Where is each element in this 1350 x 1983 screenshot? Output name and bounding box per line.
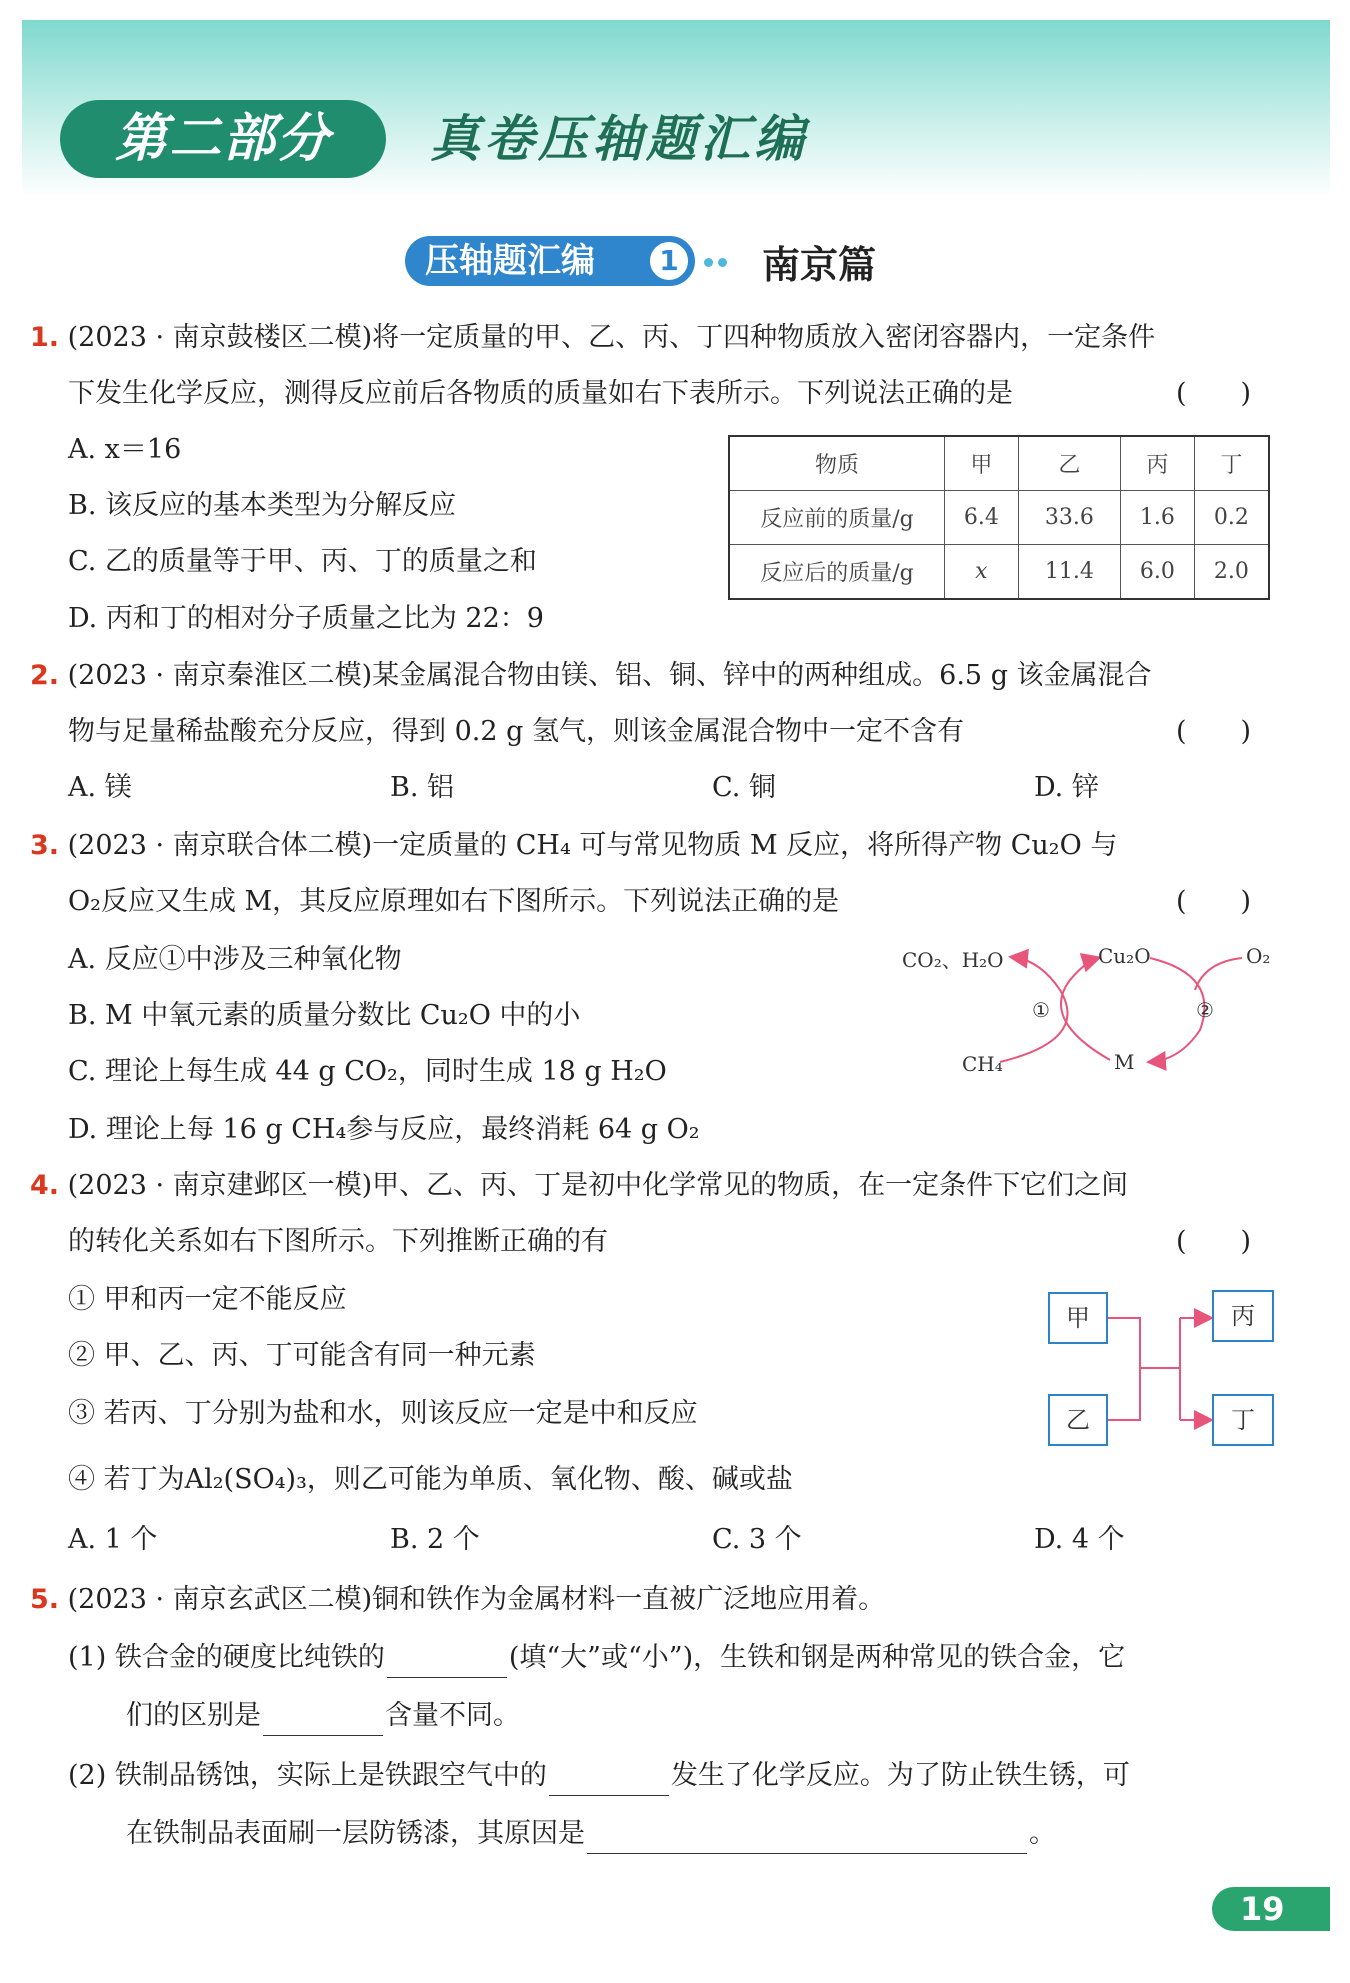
option-d: D. 锌	[1034, 772, 1099, 803]
box-jia: 甲	[1048, 1292, 1108, 1344]
question-number: 1.	[30, 322, 60, 353]
question-number: 3.	[30, 830, 60, 861]
table-header: 甲	[945, 436, 1019, 491]
table-header: 物质	[729, 436, 945, 491]
option-b: B. 该反应的基本类型为分解反应	[68, 490, 457, 521]
question-number: 2.	[30, 660, 60, 691]
statement-1: ① 甲和丙一定不能反应	[68, 1284, 347, 1315]
table-cell: 0.2	[1194, 491, 1269, 545]
subquestion-text: 发生了化学反应。为了防止铁生锈，可	[670, 1760, 1130, 1791]
box-bing: 丙	[1212, 1290, 1274, 1342]
table-header: 丁	[1194, 436, 1269, 491]
o2-label: O₂	[1246, 944, 1271, 968]
box-yi: 乙	[1048, 1394, 1108, 1446]
subquestion-text: (2) 铁制品锈蚀，实际上是铁跟空气中的	[68, 1760, 547, 1791]
question-text: 的转化关系如右下图所示。下列推断正确的有	[68, 1226, 608, 1257]
answer-paren: ( )	[1176, 1226, 1252, 1257]
question-text: 下发生化学反应，测得反应前后各物质的质量如右下表所示。下列说法正确的是	[68, 378, 1013, 409]
statement-4: ④ 若丁为Al₂(SO₄)₃，则乙可能为单质、氧化物、酸、碱或盐	[68, 1464, 793, 1495]
question-number: 5.	[30, 1584, 60, 1615]
answer-blank[interactable]	[263, 1705, 383, 1736]
option-d: D. 4 个	[1034, 1524, 1125, 1555]
answer-paren: ( )	[1176, 378, 1252, 409]
question-number: 4.	[30, 1170, 60, 1201]
option-d: D. 丙和丁的相对分子质量之比为 22：9	[68, 603, 544, 634]
table-cell: 33.6	[1018, 491, 1120, 545]
page-number: 19	[1212, 1887, 1330, 1931]
statement-2: ② 甲、乙、丙、丁可能含有同一种元素	[68, 1340, 536, 1371]
subquestion-text: 含量不同。	[385, 1700, 520, 1731]
table-cell: 反应前的质量/g	[729, 491, 945, 545]
table-cell: 6.0	[1121, 544, 1195, 599]
statement-3: ③ 若丙、丁分别为盐和水，则该反应一定是中和反应	[68, 1398, 698, 1429]
question-5	[30, 1580, 885, 1620]
table-cell: 11.4	[1018, 544, 1120, 599]
subquestion-1	[68, 1638, 1125, 1678]
section-label: 压轴题汇编	[405, 236, 695, 286]
ch4-label: CH₄	[962, 1052, 1003, 1076]
question-4	[30, 1166, 1128, 1206]
section-number: 1	[648, 240, 690, 282]
option-a: A. 反应①中涉及三种氧化物	[68, 944, 402, 975]
table-header: 丙	[1121, 436, 1195, 491]
subquestion-text: 们的区别是	[126, 1700, 261, 1731]
subquestion-text: (1) 铁合金的硬度比纯铁的	[68, 1642, 385, 1673]
answer-paren: ( )	[1176, 886, 1252, 917]
reaction-2-label: ②	[1196, 998, 1214, 1022]
table-header: 乙	[1018, 436, 1120, 491]
question-text: (2023 · 南京建邺区一模)甲、乙、丙、丁是初中化学常见的物质，在一定条件下它们之间	[67, 1170, 1129, 1201]
question-text: O₂反应又生成 M，其反应原理如右下图所示。下列说法正确的是	[68, 886, 840, 917]
question-text: (2023 · 南京秦淮区二模)某金属混合物由镁、铝、铜、锌中的两种组成。6.5 g 该金属混合	[67, 660, 1152, 691]
subquestion-text: 在铁制品表面刷一层防锈漆，其原因是	[126, 1818, 585, 1849]
co2-h2o-label: CO₂、H₂O	[902, 948, 1004, 972]
question-text: 物与足量稀盐酸充分反应，得到 0.2 g 氢气，则该金属混合物中一定不含有	[68, 716, 964, 747]
table-cell: 2.0	[1194, 544, 1269, 599]
option-a: A. x＝16	[68, 434, 182, 465]
subquestion-2-cont	[126, 1814, 1056, 1854]
answer-blank[interactable]	[549, 1765, 669, 1796]
option-a: A. 镁	[68, 772, 132, 803]
table-cell: 1.6	[1121, 491, 1195, 545]
table-cell: x	[945, 544, 1019, 599]
answer-paren: ( )	[1176, 716, 1252, 747]
table-cell: 6.4	[945, 491, 1019, 545]
option-d: D. 理论上每 16 g CH₄参与反应，最终消耗 64 g O₂	[68, 1114, 700, 1145]
option-b: B. 2 个	[390, 1524, 480, 1555]
question-text: (2023 · 南京联合体二模)一定质量的 CH₄ 可与常见物质 M 反应，将所得产物 Cu₂O 与	[67, 830, 1118, 861]
reaction-1-label: ①	[1032, 998, 1050, 1022]
answer-blank[interactable]	[387, 1647, 507, 1678]
subquestion-text: (填“大”或“小”)，生铁和钢是两种常见的铁合金，它	[508, 1642, 1126, 1673]
option-c: C. 乙的质量等于甲、丙、丁的质量之和	[68, 546, 537, 577]
question-text: (2023 · 南京玄武区二模)铜和铁作为金属材料一直被广泛地应用着。	[67, 1584, 886, 1615]
part-label: 第二部分	[60, 100, 386, 178]
table-cell: 反应后的质量/g	[729, 544, 945, 599]
question-text: (2023 · 南京鼓楼区二模)将一定质量的甲、乙、丙、丁四种物质放入密闭容器内，一定条件	[67, 322, 1156, 353]
answer-blank[interactable]	[587, 1823, 1027, 1854]
section-subtitle: 南京篇	[762, 242, 877, 287]
option-b: B. 铝	[390, 772, 455, 803]
option-b: B. M 中氧元素的质量分数比 Cu₂O 中的小	[68, 1000, 581, 1031]
m-label: M	[1114, 1050, 1135, 1074]
box-ding: 丁	[1212, 1394, 1274, 1446]
option-c: C. 理论上每生成 44 g CO₂，同时生成 18 g H₂O	[68, 1056, 667, 1087]
cu2o-label: Cu₂O	[1098, 944, 1151, 968]
option-c: C. 铜	[712, 772, 776, 803]
subquestion-1-cont	[126, 1696, 520, 1736]
option-a: A. 1 个	[68, 1524, 158, 1555]
subquestion-text: 。	[1029, 1818, 1056, 1849]
subquestion-2	[68, 1756, 1130, 1796]
part-title: 真卷压轴题汇编	[430, 110, 808, 168]
option-c: C. 3 个	[712, 1524, 802, 1555]
